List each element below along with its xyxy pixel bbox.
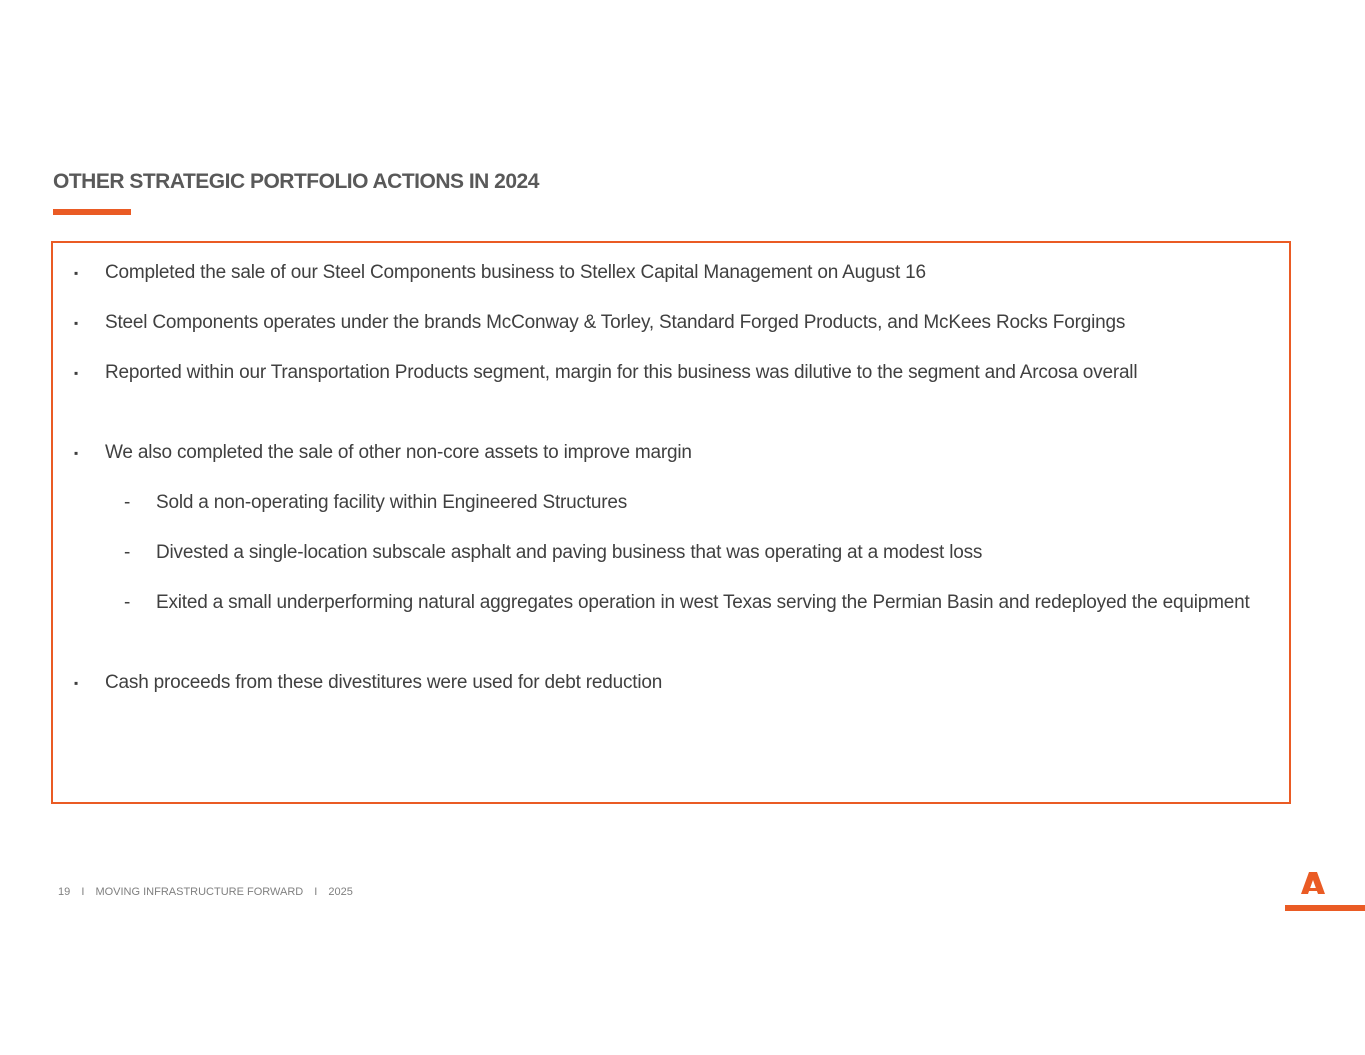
sub-bullet-item	[124, 488, 1256, 518]
bullet-marker: ▪	[74, 676, 79, 690]
sub-bullet-text: Sold a non-operating facility within Engineered Structures	[156, 492, 628, 513]
bullet-marker: ▪	[74, 446, 79, 460]
footer-separator: I	[314, 886, 318, 898]
bullet-marker: ▪	[74, 316, 79, 330]
dash-marker: -	[124, 592, 131, 613]
footer	[58, 886, 361, 898]
bullet-item	[74, 258, 1265, 288]
footer-tagline: MOVING INFRASTRUCTURE FORWARD	[95, 886, 304, 898]
bullet-marker: ▪	[74, 366, 79, 380]
slide-title: OTHER STRATEGIC PORTFOLIO ACTIONS IN 2024	[53, 170, 539, 193]
sub-bullet-text: Exited a small underperforming natural aggregates operation in west Texas serving the Permian Basin and redeployed the equipment	[156, 592, 1250, 613]
bullet-item	[74, 358, 1230, 388]
bullet-item	[74, 668, 1265, 698]
dash-marker: -	[124, 492, 131, 513]
sub-bullet-item	[124, 588, 1256, 618]
footer-year: 2025	[328, 886, 353, 898]
sub-bullet-text: Divested a single-location subscale asphalt and paving business that was operating at a modest loss	[156, 542, 983, 563]
page-number: 19	[58, 886, 71, 898]
bullet-marker: ▪	[74, 266, 79, 280]
arcosa-logo-icon	[1285, 870, 1365, 912]
bullet-text: We also completed the sale of other non-core assets to improve margin	[105, 442, 692, 463]
footer-separator: I	[81, 886, 85, 898]
bullet-text: Steel Components operates under the brands McConway & Torley, Standard Forged Products, and McKees Rocks Forgings	[105, 312, 1126, 333]
bullet-text: Reported within our Transportation Products segment, margin for this business was dilutive to the segment and Arcosa overall	[105, 362, 1138, 383]
title-underline	[53, 209, 131, 215]
bullet-text: Completed the sale of our Steel Components business to Stellex Capital Management on August 16	[105, 262, 926, 283]
bullet-item	[74, 308, 1265, 338]
bullet-item	[74, 438, 1265, 468]
sub-bullet-item	[124, 538, 1256, 568]
bullet-text: Cash proceeds from these divestitures were used for debt reduction	[105, 672, 663, 693]
dash-marker: -	[124, 542, 131, 563]
